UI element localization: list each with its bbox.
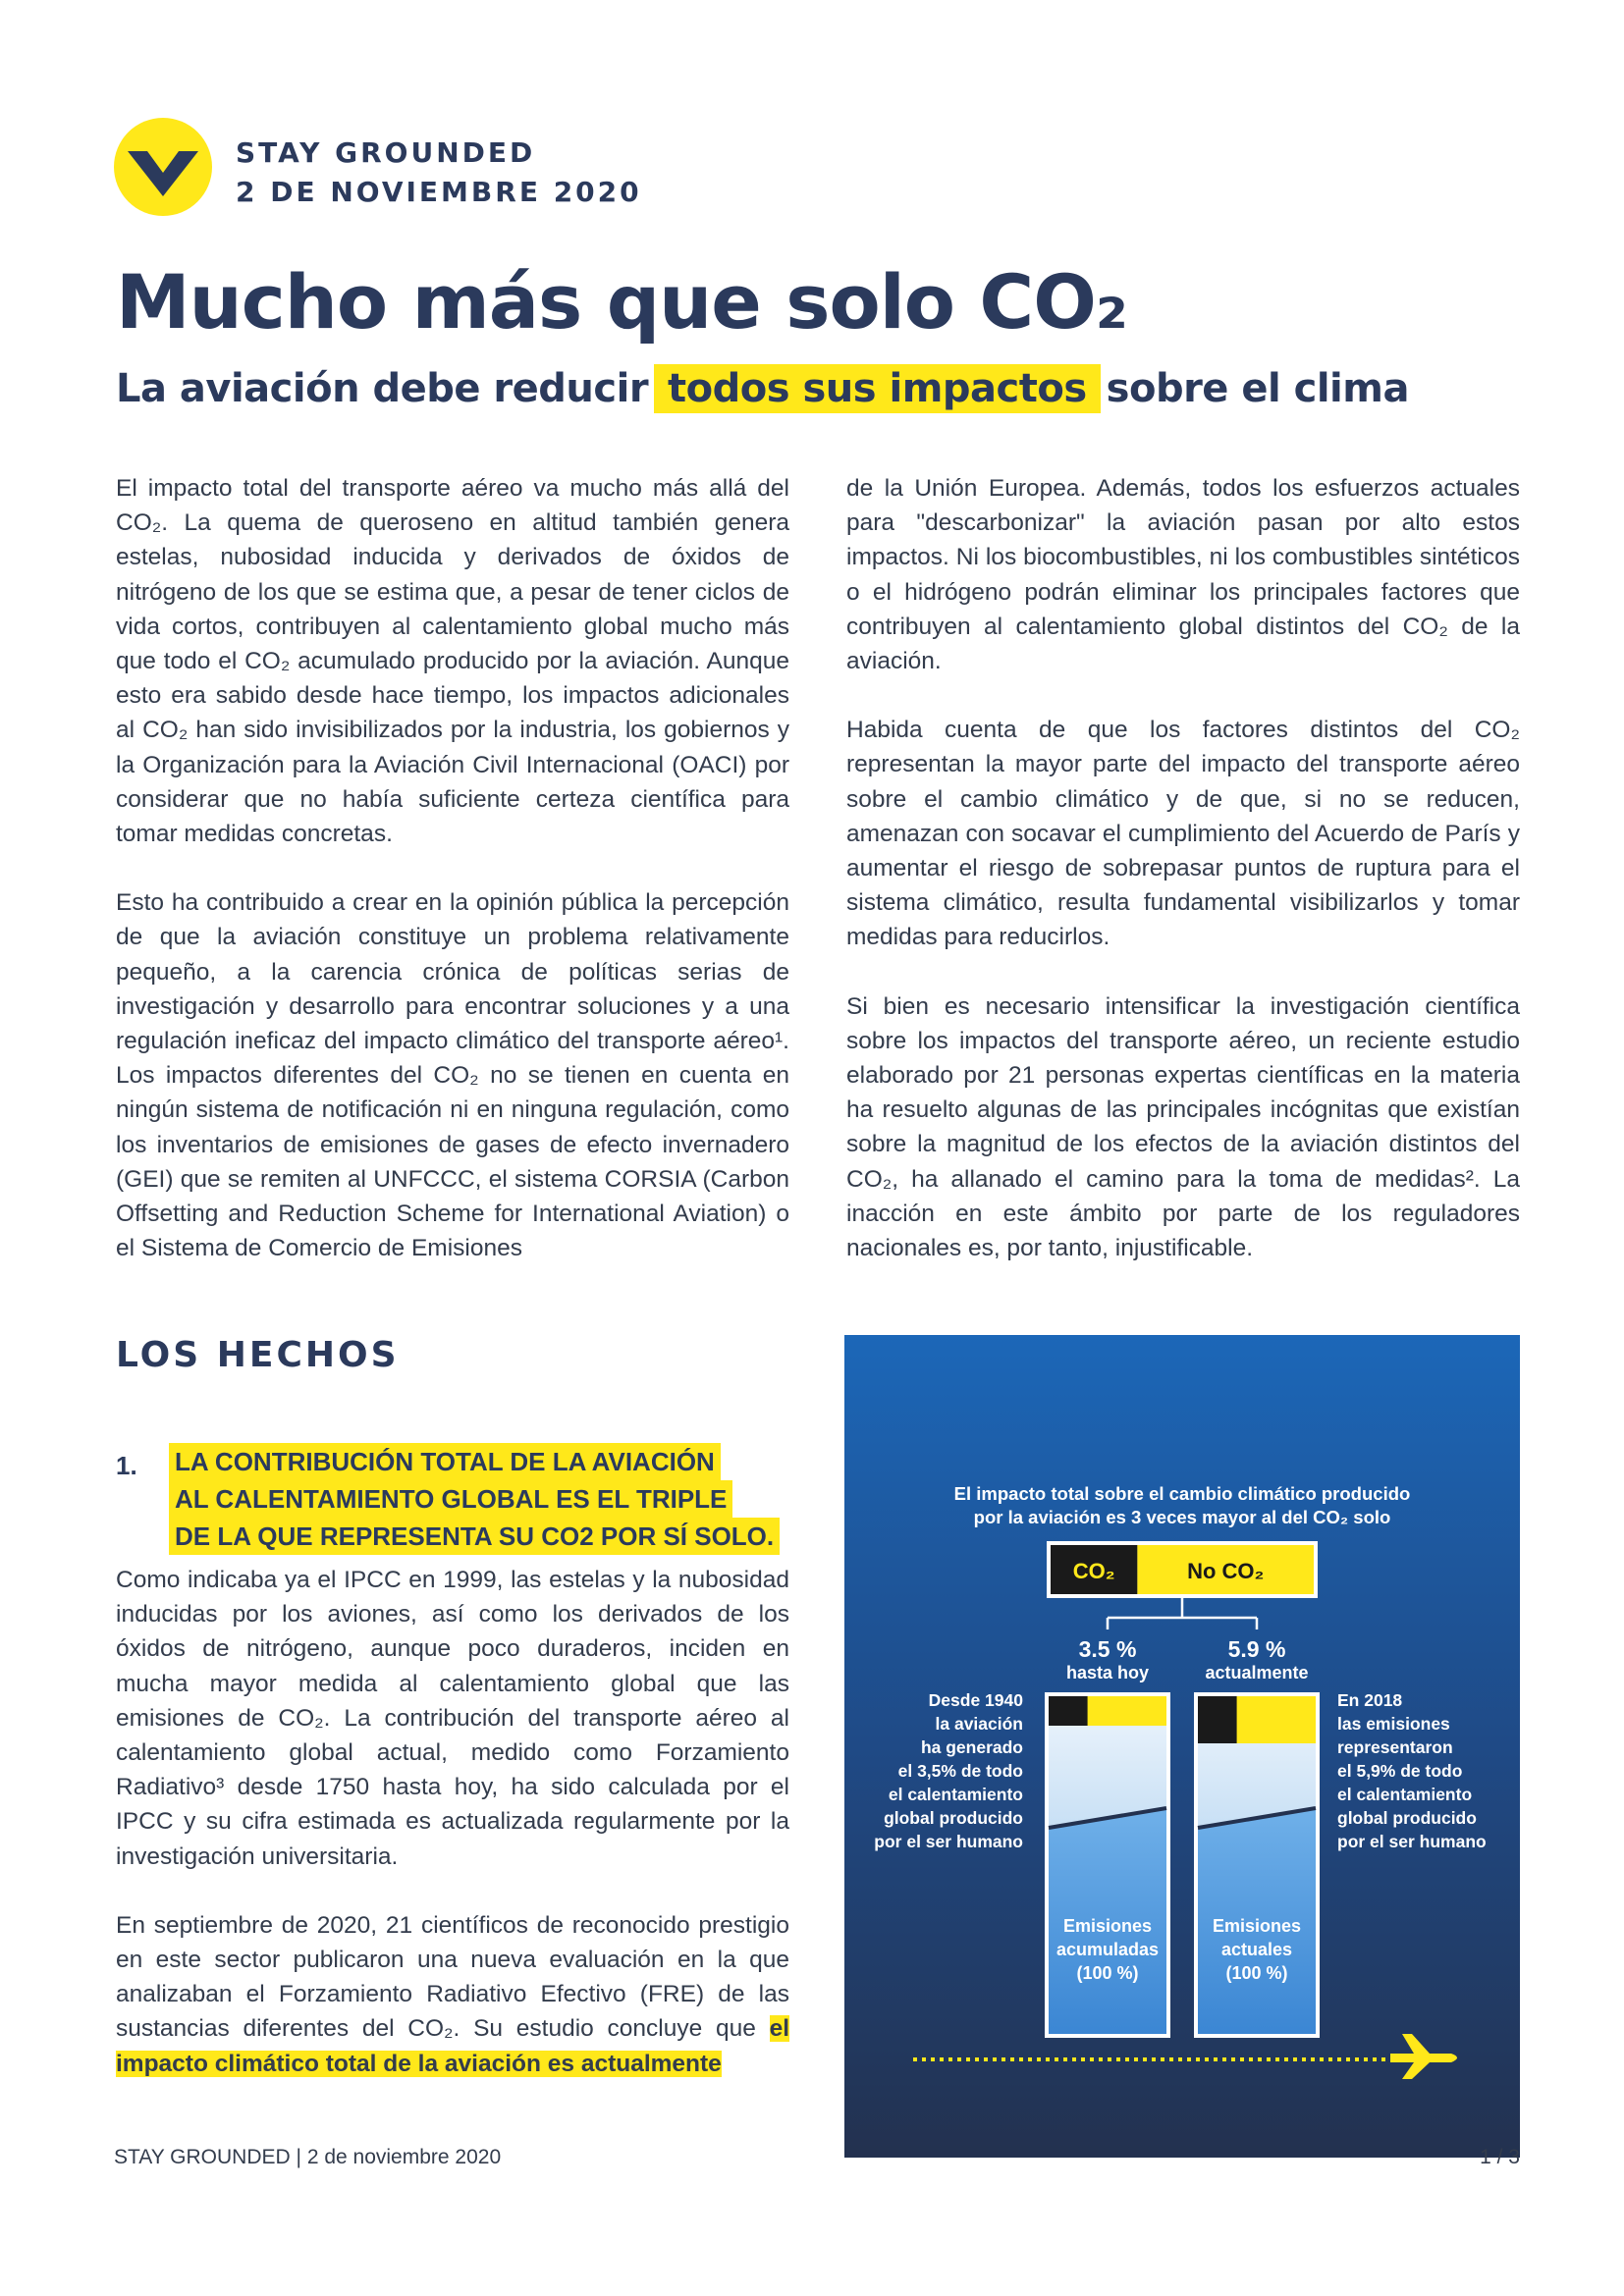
left-description-line: por el ser humano [874,1832,1023,1851]
left-description-line: global producido [884,1808,1023,1828]
left-description-line: el 3,5% de todo [897,1761,1023,1781]
org-name: STAY GROUNDED [236,136,536,169]
right-description-line: por el ser humano [1337,1832,1487,1851]
left-description-line: la aviación [935,1714,1023,1734]
footer-left [114,2146,501,2169]
right-value-label: actualmente [1205,1663,1309,1682]
right-bar-label: (100 %) [1225,1963,1288,1983]
right-description-line: En 2018 [1337,1690,1403,1710]
infographic-svg [844,1335,1520,2158]
subtitle-post: sobre el clima [1106,366,1409,411]
stay-grounded-logo [114,118,212,216]
facts-paragraph-2-highlight: el impacto climático total de la aviación es actualmente [116,2015,789,2077]
intro-column-right [846,471,1520,1300]
intro-paragraph-4: Habida cuenta de que los factores distintos del CO₂ representan la mayor parte del impacto del transporte aéreo sobre el cambio climático y de que, si no se reducen, amenazan con socavar el cumplimiento del Acuerdo de París y aumentar el riesgo de sobrepasar puntos de ruptura para el sistema climático, resulta fundamental visibilizarlos y tomar medidas para reducirlos. [846,717,1520,951]
left-value: 3.5 % [1078,1636,1137,1662]
facts-paragraph-2 [116,1908,789,2081]
footer-date: 2 de noviembre 2020 [306,2146,502,2168]
left-bar-label: acumuladas [1056,1940,1160,1959]
org-block [236,133,642,212]
left-description-line: ha generado [920,1737,1023,1757]
infographic-caption-line: El impacto total sobre el cambio climático producido [953,1483,1411,1504]
infographic-panel [844,1335,1520,2158]
fact-heading-line: LA CONTRIBUCIÓN TOTAL DE LA AVIACIÓN [169,1443,721,1480]
right-bar-label: Emisiones [1212,1916,1302,1936]
right-description-line: representaron [1337,1737,1453,1757]
intro-column-left [116,471,789,1300]
left-bar [1045,1692,1170,2038]
publication-date: 2 DE NOVIEMBRE 2020 [236,176,642,208]
right-bar-label: actuales [1220,1940,1293,1959]
right-description-line: el calentamiento [1337,1785,1473,1804]
left-bar-label: Emisiones [1062,1916,1153,1936]
footer-separator: | [290,2146,307,2168]
page-number: 1 / 3 [1480,2146,1520,2168]
right-bar-co2-segment [1198,1696,1237,1743]
intro-paragraph-3: de la Unión Europea. Además, todos los esfuerzos actuales para "descarbonizar" la aviación pasan por alto estos impactos. Ni los biocombustibles, ni los combustibles sintéticos o el hidrógeno podrán eliminar los principales factores que contribuyen al calentamiento global distintos del CO₂ de la aviación. [846,475,1520,675]
left-description-line: el calentamiento [888,1785,1023,1804]
footer-org: STAY GROUNDED [114,2146,291,2168]
left-value-label: hasta hoy [1065,1663,1150,1682]
facts-paragraph-2-text: En septiembre de 2020, 21 científicos de reconocido prestigio en este sector publicaron una nueva evaluación en la que analizaban el Forzamiento Radiativo Efectivo (FRE) de las sustancias diferentes del CO₂. Su estudio concluye que [116,1911,789,2043]
fact-number: 1. [116,1451,137,1480]
fact-heading-line: AL CALENTAMIENTO GLOBAL ES EL TRIPLE [169,1480,732,1518]
left-bar-label: (100 %) [1076,1963,1139,1983]
left-description-line: Desde 1940 [928,1690,1023,1710]
legend-noco2-label: No CO₂ [1187,1559,1265,1583]
page-subtitle [116,359,1409,418]
right-bar [1194,1692,1320,2038]
intro-paragraph-1: El impacto total del transporte aéreo va mucho más allá del CO₂. La quema de queroseno en altitud también genera estelas, nubosidad inducida y derivados de óxidos de nitrógeno de los que se estima que, a pesar de tener ciclos de vida cortos, contribuyen al calentamiento global mucho más que todo el CO₂ acumulado producido por la aviación. Aunque esto era sabido desde hace tiempo, los impactos adicionales al CO₂ han sido invisibilizados por la industria, los gobiernos y la Organización para la Aviación Civil Internacional (OACI) por considerar que no había suficiente certeza científica para tomar medidas concretas. [116,475,789,848]
infographic-caption-line: por la aviación es 3 veces mayor al del CO₂ solo [973,1507,1391,1527]
facts-body [116,1563,789,2115]
right-description-line: global producido [1337,1808,1477,1828]
subtitle-pre: La aviación debe reducir [116,366,649,411]
right-description-line: el 5,9% de todo [1337,1761,1463,1781]
legend-co2-label: CO₂ [1072,1559,1115,1583]
section-title-facts: LOS HECHOS [116,1335,400,1375]
intro-paragraph-5: Si bien es necesario intensificar la investigación científica sobre los impactos del transporte aéreo, un reciente estudio elaborado por 21 personas expertas científicas en la materia ha resuelto algunas de las principales incógnitas que existían sobre la magnitud de los efectos de la aviación distintos del CO₂, ha allanado el camino para la toma de medidas². La inacción en este ámbito por parte de los reguladores nacionales es, por tanto, injustificable. [846,992,1520,1262]
right-description-line: las emisiones [1337,1714,1450,1734]
right-value: 5.9 % [1227,1636,1286,1662]
page-title: Mucho más que solo CO₂ [116,258,1128,346]
facts-paragraph-1: Como indicaba ya el IPCC en 1999, las estelas y la nubosidad inducidas por los aviones, así como los derivados de los óxidos de nitrógeno, aunque poco duraderos, inciden en mucha mayor medida al calentamiento global que las emisiones de CO₂. La contribución del transporte aéreo al calentamiento global actual, medido como Forzamiento Radiativo³ desde 1750 hasta hoy, ha sido calculada por el IPCC y su cifra estimada es actualizada regularmente por la investigación universitaria. [116,1567,789,1870]
fact-heading [169,1443,780,1555]
fact-heading-line: DE LA QUE REPRESENTA SU CO2 POR SÍ SOLO. [169,1518,780,1555]
subtitle-highlight: todos sus impactos [654,364,1101,413]
intro-paragraph-2: Esto ha contribuido a crear en la opinión pública la percepción de que la aviación constituye un problema relativamente pequeño, a la carencia crónica de políticas serias de investigación y desarrollo para encontrar soluciones y a una regulación ineficaz del impacto climático del transporte aéreo¹. Los impactos diferentes del CO₂ no se tienen en cuenta en ningún sistema de notificación ni en ninguna regulación, como los inventarios de emisiones de gases de efecto invernadero (GEI) que se remiten al UNFCCC, el sistema CORSIA (Carbon Offsetting and Reduction Scheme for International Aviation) o el Sistema de Comercio de Emisiones [116,889,789,1262]
left-bar-co2-segment [1049,1696,1088,1726]
